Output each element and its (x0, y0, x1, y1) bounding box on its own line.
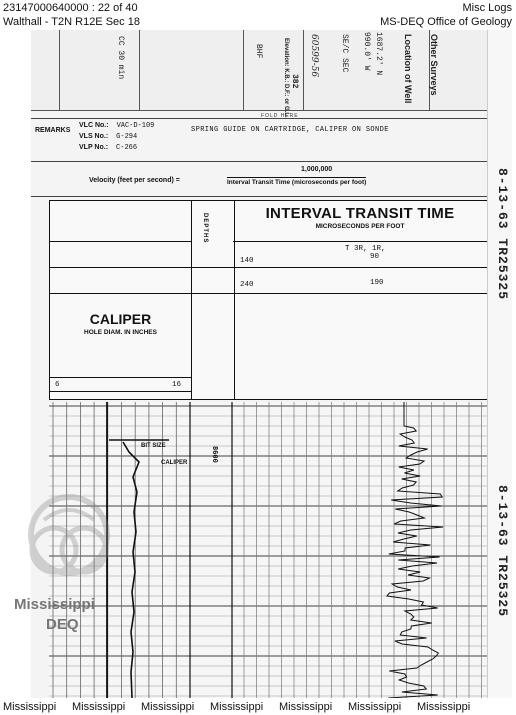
other-surveys: Other Surveys (429, 34, 439, 96)
remark-row: VLP No.: C-266 (79, 144, 138, 152)
caliper-title: CALIPER (89, 311, 152, 327)
depths-label: DEPTHS (202, 213, 208, 244)
footer-item: Mississippi (210, 701, 264, 713)
document-type: Misc Logs (462, 2, 512, 14)
scale-row1-left: 140 (240, 257, 254, 265)
velocity-formula (31, 164, 487, 197)
bit-size-label: BIT SIZE (141, 443, 166, 449)
well-location: Walthall - T2N R12E Sec 18 (3, 16, 140, 28)
log-header-box (49, 200, 487, 400)
velocity-denominator: Interval Transit Time (microseconds per foot) (227, 179, 367, 186)
elevation-value: 382 (290, 74, 299, 89)
caliper-min: 6 (55, 381, 60, 389)
depths-column (191, 201, 235, 399)
caliper-trace-label: CALIPER (161, 460, 188, 466)
log-title: INTERVAL TRANSIT TIME (265, 205, 455, 222)
coordinate-west: 990.0' W (362, 32, 371, 71)
location-of-well: Location of Well (403, 34, 413, 104)
scale-row1-mid: 90 (370, 253, 380, 261)
handwritten-number: 60599-56 (309, 34, 319, 78)
footer-item: Mississippi (279, 701, 333, 713)
remark-row: VLS No.: G-294 (79, 133, 138, 141)
cc-note: CC 30 min (116, 36, 125, 80)
log-subtitle: MICROSECONDS PER FOOT (315, 223, 405, 230)
footer-item: Mississippi (72, 701, 126, 713)
side-stamp-upper: 8-13-63 TR25325 (495, 168, 510, 301)
coordinate-north: 1687.2' N (374, 32, 383, 76)
side-stamp-lower: 8-13-63 TR25325 (495, 485, 510, 618)
velocity-numerator: 1,000,000 (301, 166, 333, 173)
section-label: SE/C SEC (340, 34, 349, 73)
watermark-line2: DEQ (46, 616, 79, 633)
watermark-line1: Mississippi (14, 596, 95, 613)
footer-strip (0, 698, 516, 715)
remarks-note: SPRING GUIDE ON CARTRIDGE, CALIPER ON SONDE (191, 126, 389, 134)
fold-here: FOLD HERE (261, 113, 299, 119)
scale-row2-left: 240 (240, 281, 254, 289)
depth-mark: 8600 (210, 446, 218, 463)
footer-item: Mississippi (141, 701, 195, 713)
remarks-label: REMARKS (35, 127, 71, 134)
file-id: 23147000640000 : 22 of 40 (3, 2, 138, 14)
scale-mark: T 3R, 1R, (345, 245, 386, 253)
bhf-label: BHF (254, 44, 263, 59)
caliper-subtitle: HOLE DIAM. IN INCHES (84, 329, 157, 336)
footer-item: Mississippi (417, 701, 471, 713)
elevation-labels: Elevation: K.B.: D.F.: or G.L.: (283, 38, 289, 120)
remarks-section (31, 118, 487, 162)
caliper-max: 16 (172, 381, 182, 389)
footer-item: Mississippi (3, 701, 57, 713)
remark-row: VLC No.: VAC-D-109 (79, 122, 155, 130)
scale-row2-mid: 190 (370, 279, 384, 287)
velocity-label: Velocity (feet per second) = (89, 177, 180, 184)
footer-item: Mississippi (348, 701, 402, 713)
agency: MS-DEQ Office of Geology (380, 16, 512, 28)
